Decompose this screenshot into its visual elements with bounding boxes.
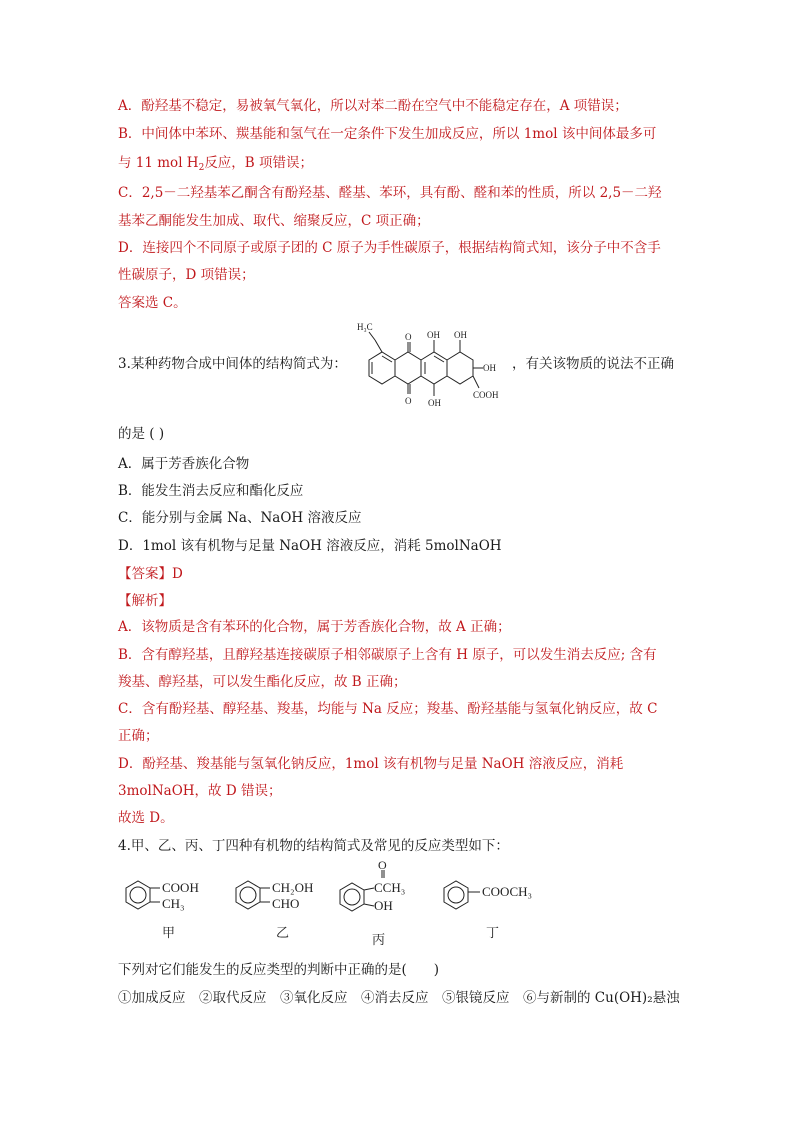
- question3-option-c: C．能分别与金属 Na、NaOH 溶液反应: [118, 510, 362, 526]
- question4-question: 下列对它们能发生的反应类型的判断中正确的是( ): [118, 962, 440, 978]
- label-o-top: O: [405, 332, 412, 342]
- label-oh-right: OH: [483, 363, 496, 373]
- molecule-ding-structure: [438, 868, 558, 928]
- question3-answer: 【答案】D: [118, 566, 183, 582]
- analysis-b-line1: B．含有醇羟基，且醇羟基连接碳原子相邻碳原子上含有 H 原子，可以发生消去反应; 含有: [118, 647, 657, 663]
- label-cooh: COOH: [473, 390, 499, 400]
- question3-option-d: D．1mol 该有机物与足量 NaOH 溶液反应，消耗 5molNaOH: [118, 538, 502, 554]
- explanation-d-line1: D．连接四个不同原子或原子团的 C 原子为手性碳原子，根据结构简式知，该分子中不含手: [118, 240, 661, 256]
- question3-option-a: A．属于芳香族化合物: [118, 456, 250, 472]
- explanation-a: A．酚羟基不稳定，易被氧气氧化，所以对苯二酚在空气中不能稳定存在，A 项错误；: [118, 98, 628, 114]
- analysis-b-line2: 羧基、醇羟基，可以发生酯化反应，故 B 正确；: [118, 674, 407, 690]
- yi-group-2: CHO: [272, 896, 300, 911]
- molecule-yi-label: 乙: [276, 926, 290, 941]
- question3-stem-pre: 3.某种药物合成中间体的结构简式为：: [118, 356, 347, 372]
- explanation-c-line1: C．2,5－二羟基苯乙酮含有酚羟基、醛基、苯环，具有酚、醛和苯的性质，所以 2,5－二羟: [118, 185, 662, 201]
- question3-analysis-title: 【解析】: [118, 593, 172, 609]
- question3-stem-post: ，有关该物质的说法不正确: [512, 356, 674, 372]
- label-oh-top1: OH: [427, 330, 440, 340]
- yi-group-1: CH₂OH: [272, 880, 314, 895]
- label-oh-top2: OH: [454, 330, 467, 340]
- explanation-b-line1: B．中间体中苯环、羰基能和氢气在一定条件下发生加成反应，所以 1mol 该中间体最多可: [118, 126, 657, 142]
- analysis-conclusion: 故选 D。: [118, 810, 174, 826]
- question3-structure: [355, 318, 515, 418]
- molecule-jia-label: 甲: [162, 926, 176, 941]
- label-h3c: H₃C: [357, 322, 373, 332]
- explanation-c-line2: 基苯乙酮能发生加成、取代、缩聚反应，C 项正确；: [118, 213, 430, 229]
- bing-group-1: CCH₃: [374, 880, 406, 895]
- ding-group-1: COOCH₃: [482, 884, 533, 899]
- question4-reactions: ①加成反应 ②取代反应 ③氧化反应 ④消去反应 ⑤银镜反应 ⑥与新制的 Cu(OH)₂悬浊: [118, 990, 680, 1006]
- explanation-conclusion: 答案选 C。: [118, 295, 187, 311]
- explanation-b-line2: 与 11 mol $H_2$反应，B 项错误；: [118, 155, 314, 173]
- question4-stem: 4.甲、乙、丙、丁四种有机物的结构简式及常见的反应类型如下：: [118, 838, 509, 854]
- bing-group-2: OH: [374, 898, 393, 913]
- analysis-c-line2: 正确；: [118, 728, 159, 744]
- jia-group-1: COOH: [162, 880, 199, 895]
- molecule-bing-structure: [334, 860, 444, 930]
- question3-stem-end: 的是 ( ): [118, 426, 165, 442]
- analysis-d-line2: 3molNaOH，故 D 错误；: [118, 783, 282, 799]
- explanation-d-line2: 性碳原子，D 项错误；: [118, 267, 255, 283]
- molecule-jia-structure: [118, 868, 228, 928]
- analysis-c-line1: C．含有酚羟基、醇羟基、羧基，均能与 Na 反应；羧基、酚羟基能与氢氧化钠反应，故 C: [118, 701, 658, 717]
- label-oh-bottom: OH: [428, 398, 441, 408]
- molecule-yi-structure: [228, 868, 338, 928]
- molecule-ding-label: 丁: [486, 926, 500, 941]
- label-o-bottom: O: [405, 396, 412, 406]
- molecule-bing-label: 丙: [372, 933, 386, 948]
- analysis-d-line1: D．酚羟基、羧基能与氢氧化钠反应，1mol 该有机物与足量 NaOH 溶液反应，消耗: [118, 756, 624, 772]
- question3-option-b: B．能发生消去反应和酯化反应: [118, 483, 304, 499]
- analysis-a: A．该物质是含有苯环的化合物，属于芳香族化合物，故 A 正确；: [118, 619, 511, 635]
- bing-group-0: O: [378, 860, 387, 872]
- jia-group-2: CH₃: [162, 896, 185, 911]
